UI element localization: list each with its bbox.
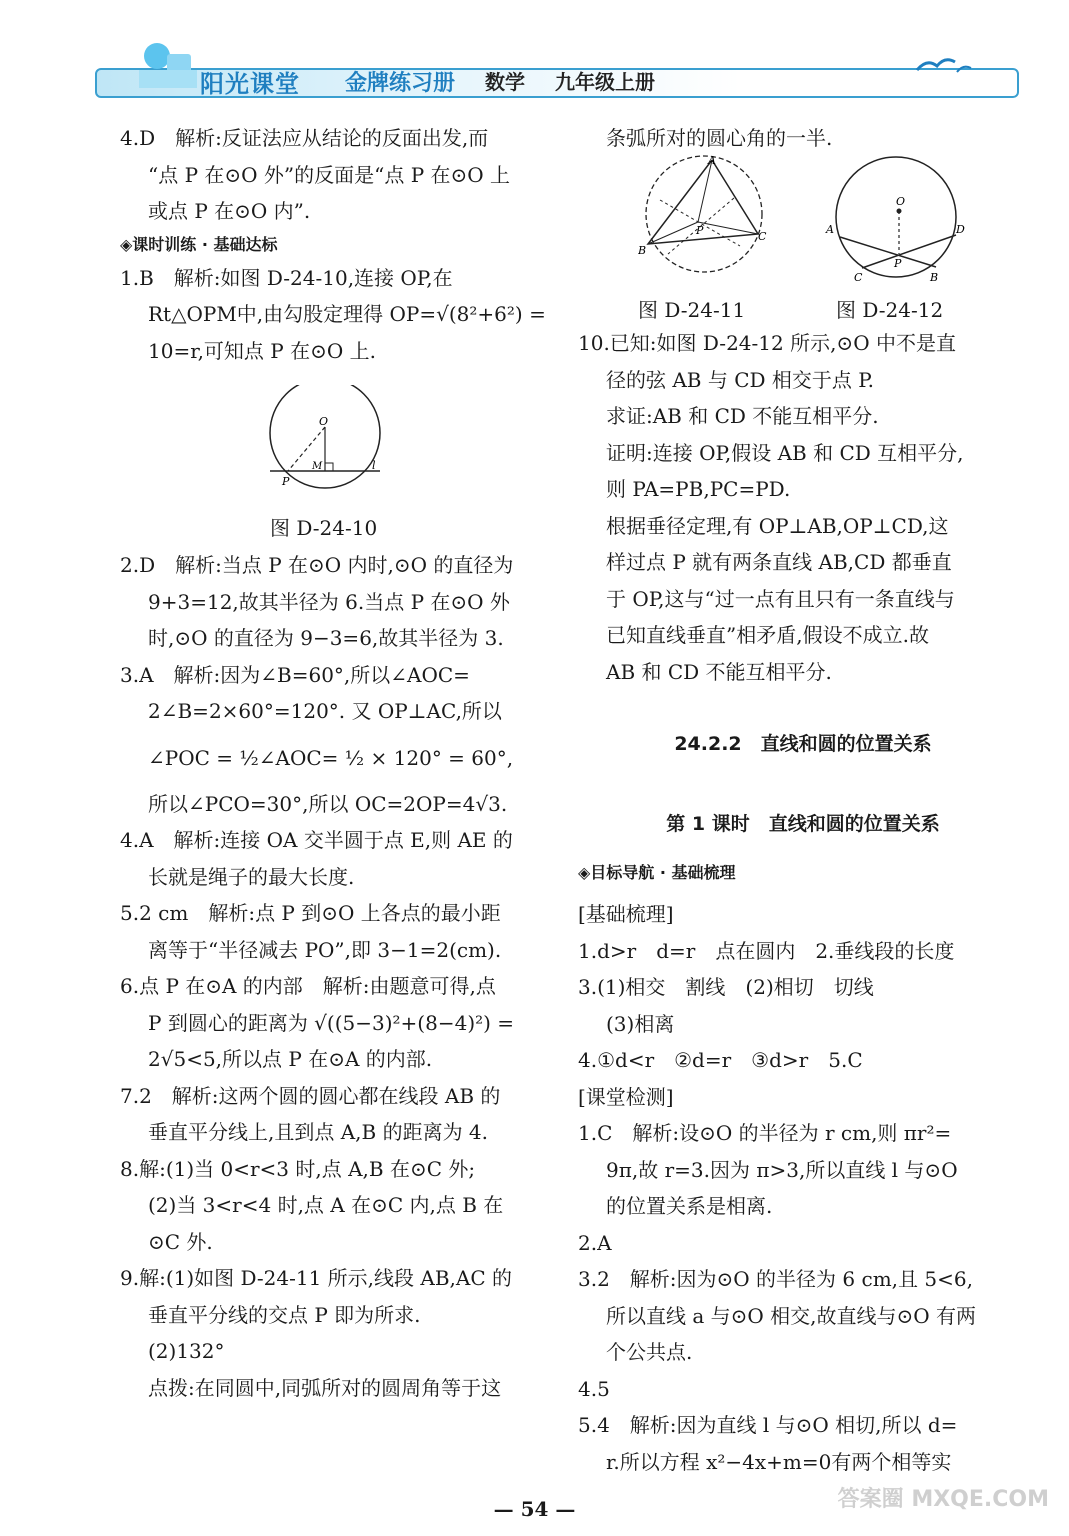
- text-line: 垂直平分线的交点 P 即为所求.: [148, 1302, 421, 1327]
- text-line: 已知直线垂直”相矛盾,假设不成立.故: [606, 623, 929, 647]
- header-logo-icon: [133, 40, 203, 96]
- section-title: 24.2.2 直线和圆的位置关系: [674, 733, 932, 755]
- page-header: [95, 48, 1015, 98]
- label-o: O: [319, 415, 329, 428]
- text-line: 3.2 解析:因为⊙O 的半径为 6 cm,且 5<6,: [578, 1267, 973, 1291]
- text-line: P 到圆心的距离为 √((5−3)²+(8−4)²) =: [148, 1010, 515, 1035]
- text-line: 2∠B=2×60°=120°. 又 OP⊥AC,所以: [148, 699, 502, 723]
- text-line: ⊙C 外.: [148, 1229, 213, 1254]
- label-o: O: [896, 195, 906, 208]
- figure-d-24-11: [638, 152, 768, 277]
- text-line: AB 和 CD 不能互相平分.: [606, 659, 832, 684]
- text-line: 根据垂径定理,有 OP⊥AB,OP⊥CD,这: [606, 513, 949, 538]
- text-line: [基础梳理]: [578, 902, 674, 926]
- text-line: 于 OP,这与“过一点有且只有一条直线与: [606, 586, 955, 611]
- text-line: 点拨:在同圆中,同弧所对的圆周角等于这: [148, 1375, 502, 1400]
- text-line: 4.D 解析:反证法应从结论的反面出发,而: [120, 126, 489, 150]
- text-line: 5.4 解析:因为直线 l 与⊙O 相切,所以 d=: [578, 1413, 958, 1437]
- text-line: 垂直平分线上,且到点 A,B 的距离为 4.: [148, 1120, 489, 1144]
- figure-caption: 图 D-24-11: [638, 298, 746, 322]
- lesson-title: 第 1 课时 直线和圆的位置关系: [666, 813, 940, 835]
- text-line: [课堂检测]: [578, 1084, 674, 1109]
- label-a: A: [708, 154, 716, 167]
- text-line: 的位置关系是相离.: [606, 1194, 773, 1218]
- text-line: 1.C 解析:设⊙O 的半径为 r cm,则 πr²=: [578, 1121, 952, 1145]
- text-line: 5.2 cm 解析:点 P 到⊙O 上各点的最小距: [120, 901, 501, 925]
- text-line: 个公共点.: [606, 1340, 693, 1364]
- text-line: 条弧所对的圆心角的一半.: [606, 126, 833, 150]
- label-b: B: [638, 244, 647, 257]
- text-line: 10=r,可知点 P 在⊙O 上.: [148, 338, 376, 363]
- text-line: 1.B 解析:如图 D-24-10,连接 OP,在: [120, 265, 453, 290]
- label-a: A: [826, 223, 834, 236]
- left-column: [120, 120, 560, 1406]
- figure-caption: 图 D-24-12: [836, 298, 944, 322]
- text-line: 2.A: [578, 1230, 612, 1255]
- text-line: 长就是绳子的最大长度.: [148, 864, 355, 889]
- text-line: 证明:连接 OP,假设 AB 和 CD 互相平分,: [606, 440, 964, 465]
- text-line: r.所以方程 x²−4x+m=0有两个相等实: [606, 1449, 952, 1474]
- page-number: — 54 —: [493, 1497, 576, 1521]
- figure-d-24-10: [268, 385, 386, 491]
- text-line: 径的弦 AB 与 CD 相交于点 P.: [606, 367, 875, 392]
- watermark: 答案圈 MXQE.COM: [837, 1487, 1049, 1512]
- text-line: (2)当 3<r<4 时,点 A 在⊙C 内,点 B 在: [148, 1193, 504, 1217]
- text-line: 3.A 解析:因为∠B=60°,所以∠AOC=: [120, 662, 470, 687]
- text-line: 2√5<5,所以点 P 在⊙A 的内部.: [148, 1047, 433, 1071]
- text-line: 6.点 P 在⊙A 的内部 解析:由题意可得,点: [120, 974, 496, 998]
- text-line: 或点 P 在⊙O 内”.: [148, 199, 311, 223]
- text-line: 4.A 解析:连接 OA 交半圆于点 E,则 AE 的: [120, 828, 513, 852]
- text-line: 4.①d<r ②d=r ③d>r 5.C: [578, 1048, 863, 1072]
- section-heading: ◈课时训练 · 基础达标: [120, 234, 278, 254]
- text-line: 3.(1)相交 割线 (2)相切 切线: [578, 975, 874, 999]
- header-subject: 数学: [485, 70, 525, 94]
- text-line: 8.解:(1)当 0<r<3 时,点 A,B 在⊙C 外;: [120, 1156, 476, 1181]
- label-p: P: [696, 224, 704, 237]
- text-line: 1.d>r d=r 点在圆内 2.垂线段的长度: [578, 938, 955, 963]
- text-line: 求证:AB 和 CD 不能互相平分.: [606, 404, 879, 428]
- label-d: D: [956, 223, 965, 236]
- birds-icon: [915, 52, 975, 78]
- right-column: [578, 325, 1028, 1480]
- text-line: 9π,故 r=3.因为 π>3,所以直线 l 与⊙O: [606, 1157, 958, 1182]
- label-b: B: [930, 271, 939, 284]
- header-grade: 九年级上册: [555, 70, 655, 94]
- text-line: 则 PA=PB,PC=PD.: [606, 477, 791, 501]
- label-p: P: [282, 475, 290, 488]
- text-line: 9+3=12,故其半径为 6.当点 P 在⊙O 外: [148, 589, 510, 614]
- text-line: 10.已知:如图 D-24-12 所示,⊙O 中不是直: [578, 331, 956, 355]
- text-line: 所以直线 a 与⊙O 相交,故直线与⊙O 有两: [606, 1303, 977, 1328]
- text-line: (2)132°: [148, 1339, 225, 1363]
- figure-caption: 图 D-24-10: [270, 516, 378, 540]
- label-l: l: [372, 459, 376, 472]
- text-line: 4.5: [578, 1376, 610, 1401]
- text-line: 2.D 解析:当点 P 在⊙O 内时,⊙O 的直径为: [120, 553, 514, 577]
- text-line: 9.解:(1)如图 D-24-11 所示,线段 AB,AC 的: [120, 1266, 513, 1290]
- text-line: ∠POC = ½∠AOC= ½ × 120° = 60°,: [148, 745, 514, 770]
- text-line: 7.2 解析:这两个圆的圆心都在线段 AB 的: [120, 1083, 501, 1108]
- header-title: 阳光课堂: [200, 70, 300, 98]
- text-line: 所以∠PCO=30°,所以 OC=2OP=4√3.: [148, 791, 508, 816]
- figure-d-24-12: [822, 155, 970, 285]
- label-c: C: [854, 271, 863, 284]
- label-p: P: [894, 257, 902, 270]
- text-line: 样过点 P 就有两条直线 AB,CD 都垂直: [606, 550, 952, 574]
- text-line: 离等于“半径减去 PO”,即 3−1=2(cm).: [148, 937, 502, 962]
- text-line: Rt△OPM中,由勾股定理得 OP=√(8²+6²) =: [148, 302, 546, 326]
- section-heading: ◈目标导航 · 基础梳理: [578, 863, 736, 882]
- text-line: (3)相离: [606, 1011, 675, 1036]
- text-line: 时,⊙O 的直径为 9−3=6,故其半径为 3.: [148, 626, 504, 650]
- label-m: M: [312, 461, 323, 472]
- header-subtitle: 金牌练习册: [345, 71, 456, 96]
- label-c: C: [758, 230, 767, 243]
- text-line: “点 P 在⊙O 外”的反面是“点 P 在⊙O 上: [148, 162, 511, 187]
- right-column-top: [578, 120, 1028, 157]
